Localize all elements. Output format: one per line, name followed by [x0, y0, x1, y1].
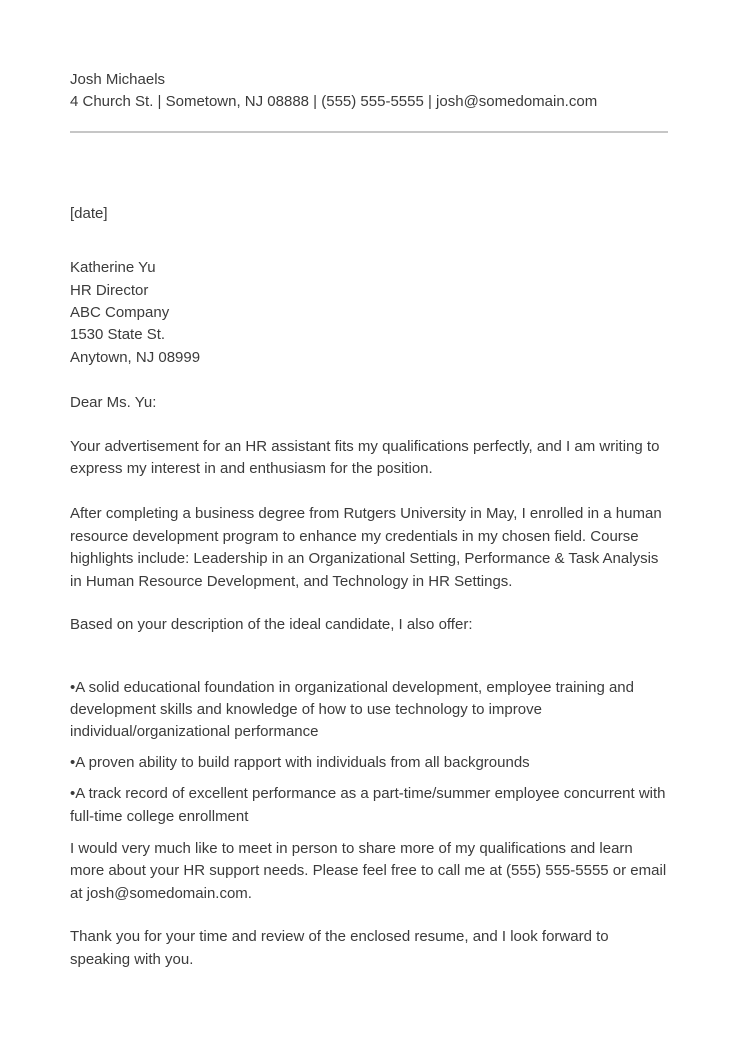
closing-paragraph-thank-you: Thank you for your time and review of the enclosed resume, and I look forward to speaking with you.: [70, 928, 609, 968]
recipient-block: [70, 257, 668, 369]
recipient-company: ABC Company: [70, 304, 170, 322]
letter-header: [70, 0, 668, 114]
recipient-city-state-zip: Anytown, NJ 08999: [70, 348, 201, 366]
salutation: Dear Ms. Yu:: [70, 394, 157, 412]
body-paragraph-offer-lead-in: Based on your description of the ideal candidate, I also offer:: [70, 616, 473, 634]
bullet-item-track-record: [70, 783, 668, 828]
bullet-text: A track record of excellent performance as a part-time/summer employee concurrent with full-time college enrollment: [70, 785, 666, 825]
sender-name: Josh Michaels: [70, 71, 166, 88]
bullet-item-rapport: [70, 752, 668, 774]
body-paragraph-intro: Your advertisement for an HR assistant fits my qualifications perfectly, and I am writing to express my interest in and enthusiasm for the position.: [70, 437, 660, 478]
header-divider: [70, 131, 668, 133]
body-paragraph-education: After completing a business degree from Rutgers University in May, I enrolled in a human resource development program to enhance my credentials in my chosen field. Course highlights include: Leadership in an Organizational Setting, Performance & Task Analysis in Human Resource Development, and Technology in HR Settings.: [70, 505, 662, 590]
bullet-icon: •: [70, 678, 76, 696]
bullet-item-education-foundation: [70, 677, 668, 744]
bullet-icon: •: [70, 753, 76, 771]
closing-paragraph-meeting-request: I would very much like to meet in person to share more of my qualifications and learn more about your HR support needs. Please feel free to call me at (555) 555-5555 or email at josh@somedomain.com.: [70, 839, 667, 902]
recipient-street: 1530 State St.: [70, 326, 166, 344]
date-placeholder: [date]: [70, 204, 108, 222]
recipient-name: Katherine Yu: [70, 259, 156, 277]
bullet-icon: •: [70, 785, 76, 803]
bullet-text: A proven ability to build rapport with individuals from all backgrounds: [75, 753, 530, 771]
bullet-text: A solid educational foundation in organizational development, employee training and development skills and knowledge of how to use technology to improve individual/organizational performance: [70, 678, 634, 741]
recipient-title: HR Director: [70, 281, 149, 299]
sender-contact-line: 4 Church St. | Sometown, NJ 08888 | (555) 555-5555 | josh@somedomain.com: [70, 93, 598, 111]
